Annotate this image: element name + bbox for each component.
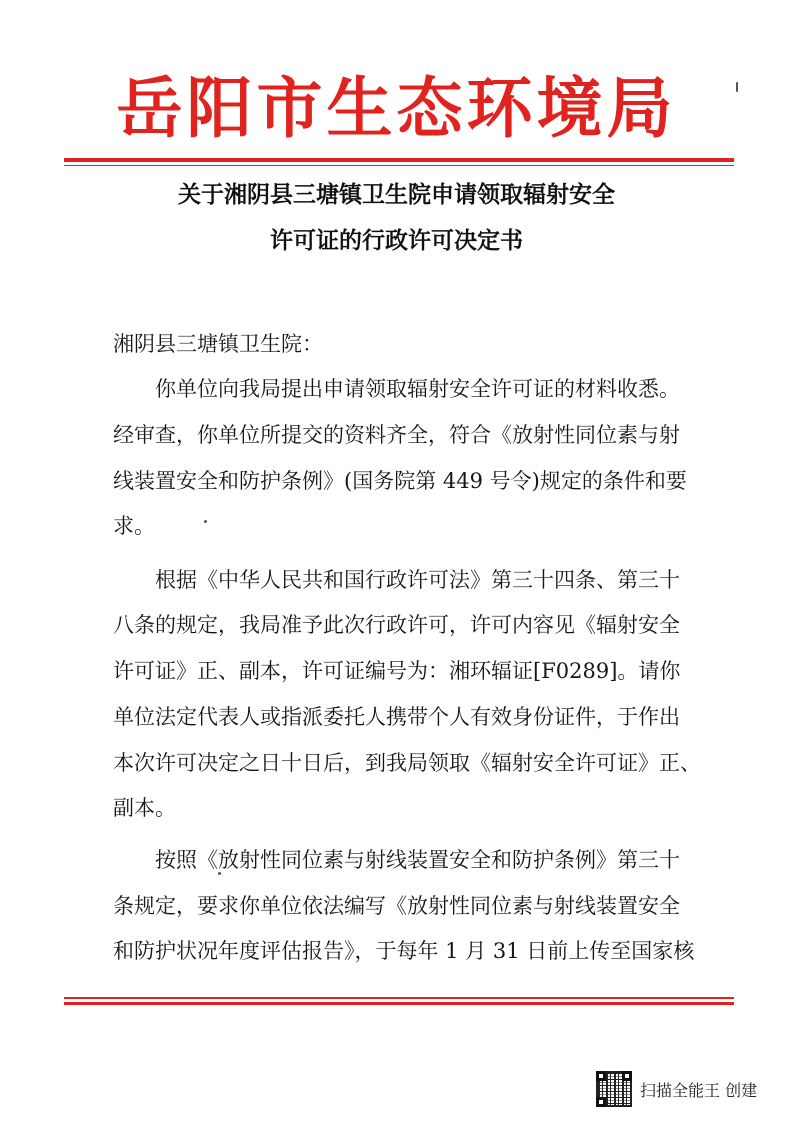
body-line: 副本。 [113, 796, 176, 820]
body-line: 根据《中华人民共和国行政许可法》第三十四条、第三十 [155, 568, 680, 592]
qr-code-icon [596, 1071, 632, 1107]
body-line: 许可证》正、副本，许可证编号为：湘环辐证[F0289]。请你 [113, 659, 681, 683]
scan-artifact [218, 872, 221, 875]
body-line: 你单位向我局提出申请领取辐射安全许可证的材料收悉。 [155, 377, 680, 401]
letterhead-rule-thin [64, 165, 734, 166]
scan-artifact [204, 520, 207, 523]
body-line: 求。 [113, 514, 155, 538]
footer-rule-thin [64, 997, 734, 999]
body-line: 和防护状况年度评估报告》，于每年 1 月 31 日前上传至国家核 [113, 939, 695, 963]
document-title-line-2: 许可证的行政许可决定书 [270, 228, 523, 254]
letterhead-rule-thick [64, 158, 734, 162]
body-line: 八条的规定，我局准予此次行政许可，许可内容见《辐射安全 [113, 613, 680, 637]
document-title-line-1: 关于湘阴县三塘镇卫生院申请领取辐射安全 [178, 182, 615, 208]
body-line: 单位法定代表人或指派委托人携带个人有效身份证件，于作出 [113, 705, 680, 729]
body-line: 条规定，要求你单位依法编写《放射性同位素与射线装置安全 [113, 894, 680, 918]
addressee: 湘阴县三塘镇卫生院： [113, 332, 323, 356]
body-line: 按照《放射性同位素与射线装置安全和防护条例》第三十 [155, 848, 680, 872]
letterhead-org-name: 岳阳市生态环境局 [116, 69, 677, 147]
footer-rule-thick [64, 1002, 734, 1005]
body-line: 经审查，你单位所提交的资料齐全，符合《放射性同位素与射 [113, 423, 680, 447]
body-line: 本次许可决定之日十日后，到我局领取《辐射安全许可证》正、 [113, 751, 701, 775]
scanner-watermark-label: 扫描全能王 创建 [640, 1081, 758, 1100]
body-line: 线装置安全和防护条例》(国务院第 449 号令)规定的条件和要 [113, 469, 687, 493]
scan-artifact [736, 82, 738, 92]
